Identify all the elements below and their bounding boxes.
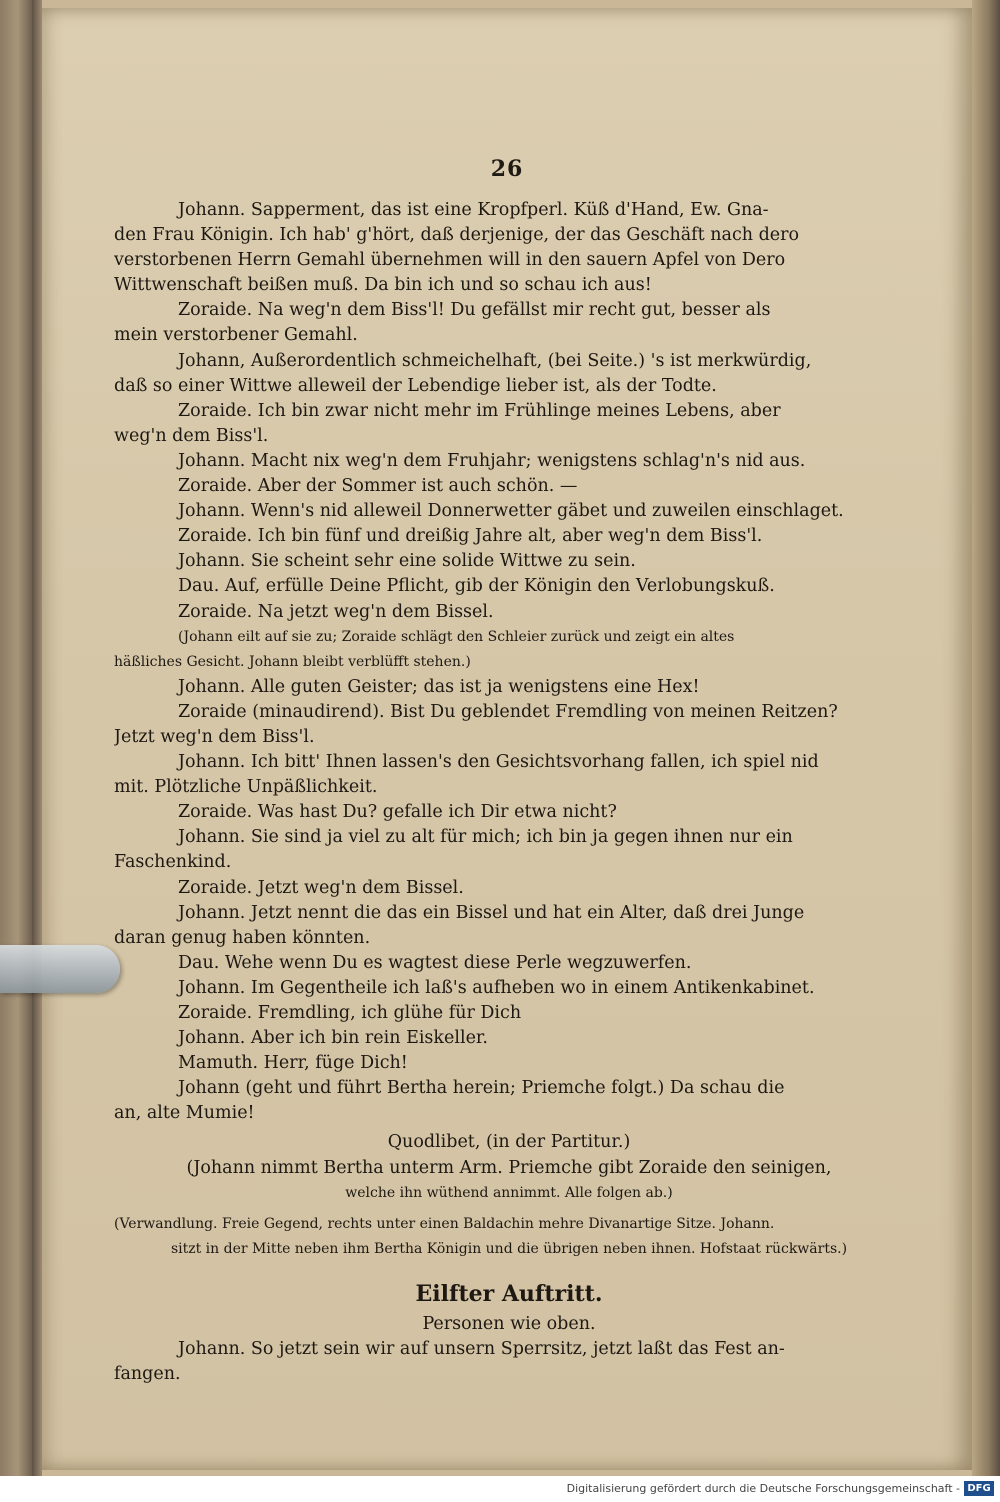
book-gutter bbox=[32, 0, 42, 1476]
stage-direction-2-line-2: sitzt in der Mitte neben ihm Bertha Königin und die übrigen neben ihnen. Hofstaat rückwärts.) bbox=[170, 1240, 848, 1257]
text-line: Zoraide. Was hast Du? gefalle ich Dir etwa nicht? bbox=[178, 802, 617, 823]
text-line: mein verstorbener Gemahl. bbox=[114, 325, 358, 346]
page-marker-tab bbox=[0, 945, 120, 993]
text-line: Johann. Aber ich bin rein Eiskeller. bbox=[178, 1028, 488, 1049]
text-line: Johann, Außerordentlich schmeichelhaft, (bei Seite.) 's ist merkwürdig, bbox=[178, 350, 812, 371]
text-line: Johann. Sapperment, das ist eine Kropfperl. Küß d'Hand, Ew. Gna- bbox=[178, 200, 769, 220]
text-line: den Frau Königin. Ich hab' g'hört, daß derjenige, der das Geschäft nach dero bbox=[114, 225, 800, 246]
book-page bbox=[42, 8, 972, 1470]
text-line: Johann. Wenn's nid alleweil Donnerwetter gäbet und zuweilen einschlaget. bbox=[178, 501, 844, 522]
text-line: an, alte Mumie! bbox=[114, 1103, 255, 1124]
text-line: Johann (geht und führt Bertha herein; Priemche folgt.) Da schau die bbox=[178, 1078, 785, 1099]
footer-bar bbox=[0, 1476, 1000, 1502]
text-line: Johann. Sie sind ja viel zu alt für mich; ich bin ja gegen ihnen nur ein bbox=[178, 827, 793, 848]
stage-direction-1-line-1: (Johann nimmt Bertha unterm Arm. Priemche gibt Zoraide den seinigen, bbox=[186, 1157, 832, 1178]
page-number: 26 bbox=[490, 156, 524, 182]
dfg-logo: DFG bbox=[964, 1481, 994, 1496]
text-line: Johann. Macht nix weg'n dem Fruhjahr; wenigstens schlag'n's nid aus. bbox=[178, 450, 806, 471]
text-line: Dau. Wehe wenn Du es wagtest diese Perle wegzuwerfen. bbox=[178, 952, 692, 973]
final-line-2: fangen. bbox=[114, 1364, 181, 1385]
text-line: Johann. Alle guten Geister; das ist ja wenigstens eine Hex! bbox=[178, 676, 700, 697]
text-line: Zoraide. Jetzt weg'n dem Bissel. bbox=[178, 877, 464, 898]
dfg-credit-text: Digitalisierung gefördert durch die Deutsche Forschungsgemeinschaft - bbox=[566, 1482, 960, 1495]
text-line: Zoraide (minaudirend). Bist Du geblendet Fremdling von meinen Reitzen? bbox=[178, 701, 838, 722]
text-line: Johann. Sie scheint sehr eine solide Wittwe zu sein. bbox=[178, 551, 636, 572]
text-line: weg'n dem Biss'l. bbox=[114, 425, 269, 446]
text-line: Zoraide. Na jetzt weg'n dem Bissel. bbox=[178, 601, 494, 622]
text-line: Zoraide. Ich bin fünf und dreißig Jahre alt, aber weg'n dem Biss'l. bbox=[178, 526, 763, 547]
text-line: verstorbenen Herrn Gemahl übernehmen will in den sauern Apfel von Dero bbox=[114, 250, 786, 271]
page-body bbox=[114, 198, 904, 1387]
next-pages-edge bbox=[972, 0, 1000, 1476]
text-line: Johann. Ich bitt' Ihnen lassen's den Gesichtsvorhang fallen, ich spiel nid bbox=[178, 752, 819, 773]
text-line: daß so einer Wittwe alleweil der Lebendige lieber ist, als der Todte. bbox=[114, 375, 717, 396]
stage-direction-2-line-1: (Verwandlung. Freie Gegend, rechts unter einen Baldachin mehre Divanartige Sitze. Johann. bbox=[114, 1215, 775, 1232]
text-line: Dau. Auf, erfülle Deine Pflicht, gib der Königin den Verlobungskuß. bbox=[178, 576, 775, 597]
text-line: (Johann eilt auf sie zu; Zoraide schlägt den Schleier zurück und zeigt ein altes bbox=[178, 628, 735, 645]
final-line-1: Johann. So jetzt sein wir auf unsern Sperrsitz, jetzt laßt das Fest an- bbox=[178, 1339, 785, 1360]
text-line: Mamuth. Herr, füge Dich! bbox=[178, 1053, 408, 1074]
text-line: häßliches Gesicht. Johann bleibt verblüfft stehen.) bbox=[114, 653, 471, 670]
dialogue-lines bbox=[114, 198, 904, 1126]
text-line: mit. Plötzliche Unpäßlichkeit. bbox=[114, 777, 378, 798]
quodlibet-line: Quodlibet, (in der Partitur.) bbox=[387, 1132, 631, 1153]
text-line: Zoraide. Fremdling, ich glühe für Dich bbox=[178, 1003, 522, 1023]
text-line: Zoraide. Na weg'n dem Biss'l! Du gefällst mir recht gut, besser als bbox=[178, 300, 771, 321]
text-line: Johann. Jetzt nennt die das ein Bissel und hat ein Alter, daß drei Junge bbox=[178, 902, 805, 923]
text-line: Jetzt weg'n dem Biss'l. bbox=[114, 726, 315, 747]
text-line: Wittwenschaft beißen muß. Da bin ich und so schau ich aus! bbox=[114, 275, 652, 296]
text-line: Zoraide. Aber der Sommer ist auch schön. — bbox=[178, 476, 578, 497]
personen-line: Personen wie oben. bbox=[422, 1313, 596, 1334]
text-line: Zoraide. Ich bin zwar nicht mehr im Frühlinge meines Lebens, aber bbox=[178, 400, 781, 421]
stage-direction-1-line-2: welche ihn wüthend annimmt. Alle folgen ab.) bbox=[345, 1184, 673, 1201]
previous-page-edge bbox=[0, 0, 32, 1476]
text-line: Faschenkind. bbox=[114, 852, 232, 873]
text-line: daran genug haben könnten. bbox=[114, 927, 371, 948]
scene-heading: Eilfter Auftritt. bbox=[415, 1280, 603, 1307]
text-line: Johann. Im Gegentheile ich laß's aufheben wo in einem Antikenkabinet. bbox=[178, 977, 815, 998]
